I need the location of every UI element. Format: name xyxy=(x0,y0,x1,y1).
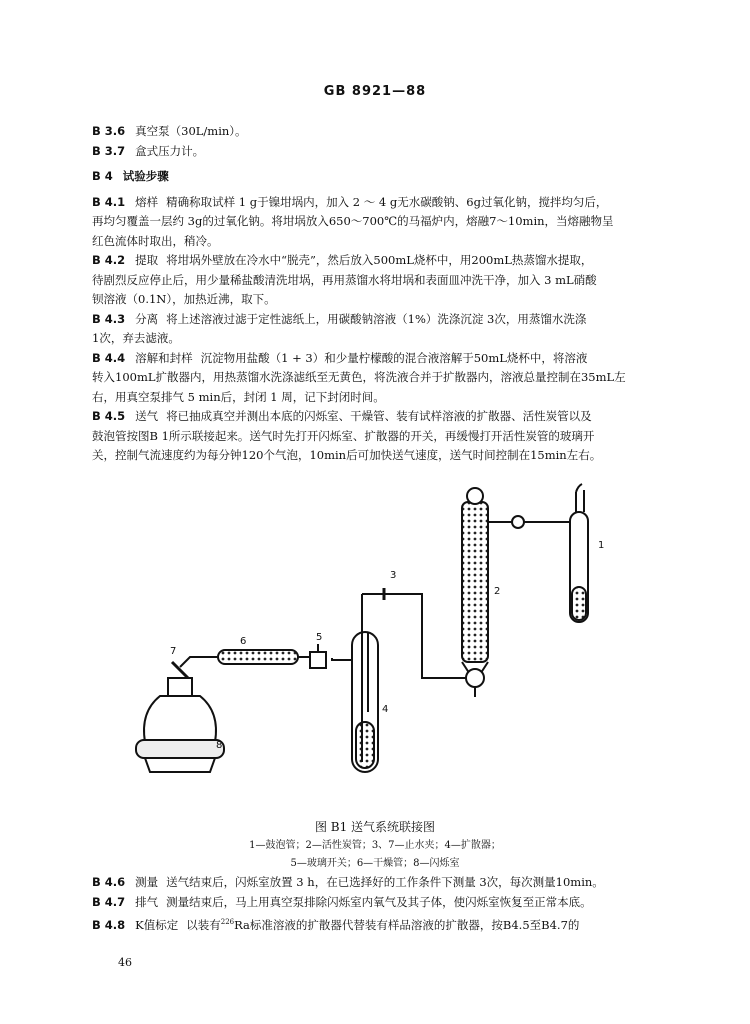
figure-caption-title: 图 B1 送气系统联接图 xyxy=(314,820,436,834)
step-number: B 4.6 xyxy=(92,875,126,889)
bubbler-tube xyxy=(570,484,588,622)
figure-label: 1 xyxy=(598,540,605,551)
step-tag: 溶解和封样 xyxy=(135,350,193,365)
step-line: 鼓泡管按图B 1所示联接起来。送气时先打开闪烁室、扩散器的开关，再缓慢打开活性炭管的玻璃开 xyxy=(92,428,595,443)
step-number: B 4.3 xyxy=(92,311,126,326)
step-tag: K值标定 xyxy=(135,917,179,932)
section-title: 试验步骤 xyxy=(122,169,169,183)
figure-label: 7 xyxy=(170,646,177,657)
isotope-superscript: 226 xyxy=(220,918,235,926)
page-number: 46 xyxy=(118,956,132,969)
step-number: B 4.8 xyxy=(92,917,126,932)
figure-label: 5 xyxy=(316,632,323,643)
figure-label: 8 xyxy=(216,740,223,751)
procedure-text xyxy=(92,122,667,466)
step-line: 将已抽成真空并测出本底的闪烁室、干燥管、装有试样溶液的扩散器、活性炭管以及 xyxy=(166,409,592,423)
step-line: 钡溶液（0.1N），加热近沸，取下。 xyxy=(92,292,276,306)
step-b45 xyxy=(92,407,667,466)
figure-label: 4 xyxy=(382,704,389,715)
scintillation-chamber xyxy=(136,678,224,772)
diffuser xyxy=(352,632,378,772)
document-code-header: GB 8921—88 xyxy=(323,84,427,99)
step-line: 右，用真空泵排气 5 min后，封闭 1 周，记下封闭时间。 xyxy=(92,389,385,404)
step-line: 待剧烈反应停止后，用少量稀盐酸清洗坩埚，再用蒸馏水将坩埚和表面皿冲洗干净，加入 3 mL硝酸 xyxy=(92,272,597,287)
figure-legend-line: 5—玻璃开关；6—干燥管；8—闪烁室 xyxy=(290,858,460,869)
procedure-continuation xyxy=(92,872,682,935)
step-b43 xyxy=(92,310,667,349)
figure-label: 6 xyxy=(240,636,247,647)
step-b42 xyxy=(92,251,667,310)
item-b36 xyxy=(92,122,667,142)
figure-label: 2 xyxy=(494,586,501,597)
step-b46 xyxy=(92,872,682,892)
step-line: 以装有 xyxy=(186,917,221,932)
section-number: B 4 xyxy=(92,169,113,183)
step-tag: 分离 xyxy=(135,311,159,326)
apparatus-diagram xyxy=(100,482,680,802)
step-line: 精确称取试样 1 g于镍坩埚内，加入 2 ～ 4 g无水碳酸钠、6g过氧化钠，搅拌均匀后， xyxy=(166,194,608,209)
step-b44 xyxy=(92,349,667,408)
step-tag: 熔样 xyxy=(135,194,159,209)
step-line: Ra标准溶液的扩散器代替装有样品溶液的扩散器，按B4.5至B4.7的 xyxy=(234,917,580,932)
step-line: 红色流体时取出，稍冷。 xyxy=(92,233,219,248)
step-line: 再均匀覆盖一层约 3g的过氧化钠。将坩埚放入650～700℃的马福炉内，熔融7～10min，当熔融物呈 xyxy=(92,214,614,228)
step-tag: 送气 xyxy=(135,409,159,423)
step-line: 测量结束后，马上用真空泵排除闪烁室内氧气及其子体，使闪烁室恢复至正常本底。 xyxy=(166,895,592,909)
step-line: 将上述溶液过滤于定性滤纸上，用碳酸钠溶液（1%）洗涤沉淀 3次，用蒸馏水洗涤 xyxy=(166,311,587,326)
section-heading xyxy=(92,167,667,187)
step-number: B 4.7 xyxy=(92,895,126,909)
item-number: B 3.6 xyxy=(92,124,126,138)
item-text: 盒式压力计。 xyxy=(135,143,205,158)
step-line: 沉淀物用盐酸（1 + 3）和少量柠檬酸的混合液溶解于50mL烧杯中，将溶液 xyxy=(200,350,588,365)
step-line: 关，控制气流速度约为每分钟120个气泡，10min后可加快送气速度，送气时间控制在15min左右。 xyxy=(92,448,602,462)
figure-legend-line: 1—鼓泡管；2—活性炭管；3、7—止水夹；4—扩散器； xyxy=(249,840,501,851)
step-number: B 4.1 xyxy=(92,194,126,209)
drying-tube xyxy=(218,650,310,664)
step-number: B 4.5 xyxy=(92,409,126,423)
figure-label: 3 xyxy=(390,570,397,581)
activated-carbon-tube xyxy=(462,488,570,682)
step-tag: 排气 xyxy=(135,895,159,909)
item-number: B 3.7 xyxy=(92,143,126,158)
step-b47 xyxy=(92,892,682,912)
step-tag: 测量 xyxy=(135,875,159,889)
step-number: B 4.2 xyxy=(92,253,126,267)
step-line: 将坩埚外壁放在冷水中“脱壳”，然后放入500mL烧杯中，用200mL热蒸馏水提取， xyxy=(166,253,593,267)
step-line: 转入100mL扩散器内，用热蒸馏水洗涤滤纸至无黄色，将洗液合并于扩散器内，溶液总量控制在35mL左 xyxy=(92,370,626,384)
item-text: 真空泵（30L/min）。 xyxy=(135,124,247,138)
step-line: 1次，弃去滤液。 xyxy=(92,331,180,345)
item-b37 xyxy=(92,142,667,162)
step-b48 xyxy=(92,912,682,935)
step-line: 送气结束后，闪烁室放置 3 h，在已选择好的工作条件下测量 3次，每次测量10min。 xyxy=(166,875,604,889)
step-number: B 4.4 xyxy=(92,350,126,365)
step-b41 xyxy=(92,193,667,252)
step-tag: 提取 xyxy=(135,253,159,267)
